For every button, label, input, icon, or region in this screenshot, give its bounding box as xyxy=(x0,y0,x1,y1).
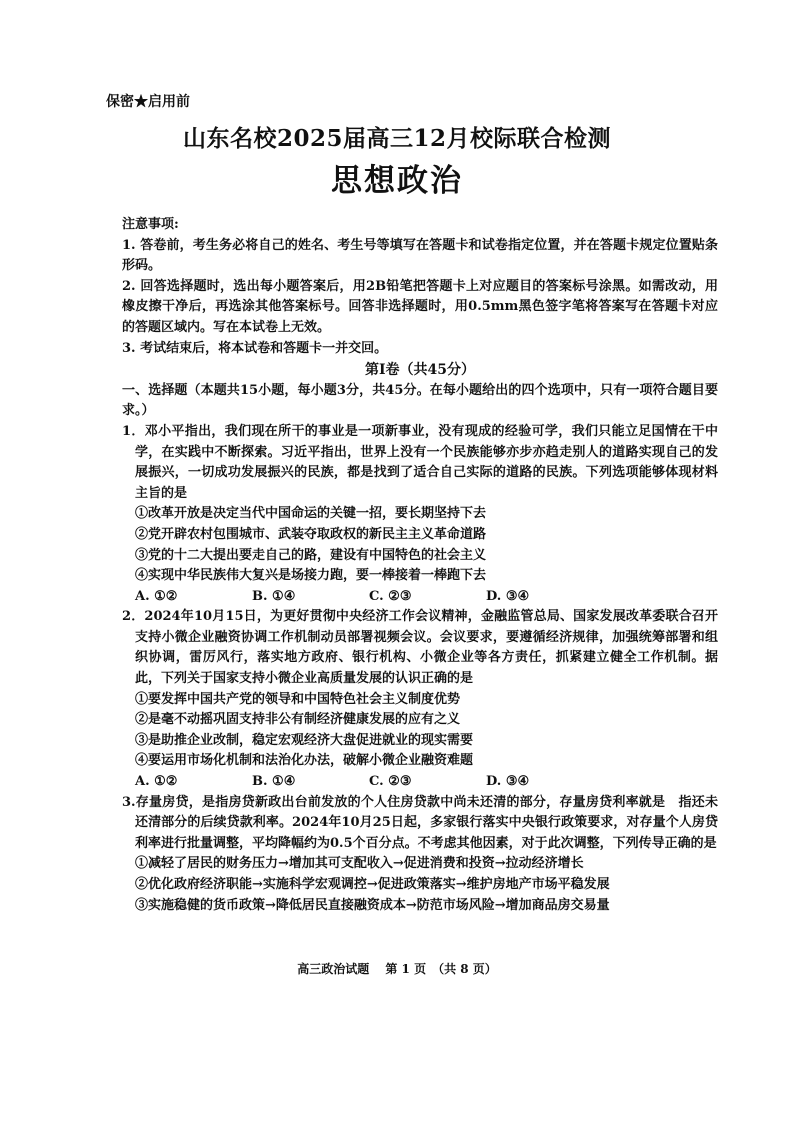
choice-b: B. ①④ xyxy=(252,588,296,604)
question-stem: 1．邓小平指出，我们现在所干的事业是一项新事业，没有现成的经验可学，我们只能立足国情在干中学，在实践中不断探索。习近平指出，世界上没有一个民族能够亦步亦趋走别人的道路实现自己的发展振兴，一切成功发展振兴的民族，都是找到了适合自己实际的道路的民族。下列选项能够体现材料主旨的是 xyxy=(122,423,718,501)
choice-d: D. ③④ xyxy=(486,774,530,790)
choice-c: C. ②③ xyxy=(369,774,412,790)
answer-choices xyxy=(122,587,718,608)
choice-a: A. ①② xyxy=(135,588,178,604)
notice-heading: 注意事项: xyxy=(122,217,179,232)
question-option: ①改革开放是决定当代中国命运的关键一招，要长期坚持下去 xyxy=(135,506,487,522)
question-option: ②优化政府经济职能→实施科学宏观调控→促进政策落实→维护房地产市场平稳发展 xyxy=(135,877,610,892)
page-footer: 高三政治试题 第 1 页 （共 8 页） xyxy=(297,962,497,976)
exam-body xyxy=(122,215,718,916)
notice-item: 1. 答卷前，考生务必将自己的姓名、考生号等填写在答题卡和试卷指定位置，并在答题卡规定位置贴条形码。 xyxy=(122,237,718,274)
exam-title: 山东名校2025届高三12月校际联合检测 xyxy=(182,125,612,152)
choice-c: C. ②③ xyxy=(369,588,412,604)
notice-item: 2. 回答选择题时，选出每小题答案后，用2B铅笔把答题卡上对应题目的答案标号涂黑。如需改动，用橡皮擦干净后，再选涂其他答案标号。回答非选择题时，用0.5mm黑色签字笔将答案写在答题卡对应的答题区域内。写在本试卷上无效。 xyxy=(122,278,718,335)
question-option: ③实施稳健的货币政策→降低居民直接融资成本→防范市场风险→增加商品房交易量 xyxy=(135,897,610,913)
question-option: ④实现中华民族伟大复兴是场接力跑，要一棒接着一棒跑下去 xyxy=(135,568,487,584)
confidential-mark: 保密★启用前 xyxy=(106,94,190,110)
section-instruction: 一、选择题（本题共15小题，每小题3分，共45分。在每小题给出的四个选项中，只有一项符合题目要求。） xyxy=(122,382,718,419)
choice-a: A. ①② xyxy=(135,774,178,790)
subject-title: 思想政治 xyxy=(331,163,463,199)
question-option: ①要发挥中国共产党的领导和中国特色社会主义制度优势 xyxy=(135,691,461,707)
question-option: ③是助推企业改制，稳定宏观经济大盘促进就业的现实需要 xyxy=(135,732,474,748)
question-stem: 2．2024年10月15日，为更好贯彻中央经济工作会议精神，金融监管总局、国家发展改革委联合召开支持小微企业融资协调工作机制动员部署视频会议。会议要求，要遵循经济规律，加强统筹部署和组织协调，雷厉风行，落实地方政府、银行机构、小微企业等各方责任，抓紧建立健全工作机制。据此，下列关于国家支持小微企业高质量发展的认识正确的是 xyxy=(122,609,718,687)
answer-choices xyxy=(122,772,718,793)
choice-b: B. ①④ xyxy=(252,774,296,790)
question-option: ②党开辟农村包围城市、武装夺取政权的新民主主义革命道路 xyxy=(135,526,487,542)
question-option: ①减轻了居民的财务压力→增加其可支配收入→促进消费和投资→拉动经济增长 xyxy=(135,856,584,872)
choice-d: D. ③④ xyxy=(486,588,530,604)
section-title: 第Ⅰ卷（共45分） xyxy=(364,362,476,379)
notice-item: 3. 考试结束后，将本试卷和答题卡一并交回。 xyxy=(122,340,388,356)
question-stem: 3.存量房贷，是指房贷新政出台前发放的个人住房贷款中尚未还清的部分，存量房贷利率就是 指还未还清部分的后续贷款利率。2024年10月25日起，多家银行落实中央银行政策要求，对存量个人房贷利率进行批量调整，平均降幅约为0.5个百分点。不考虑其他因素，对于此次调整，下列传导正确的是 xyxy=(122,794,718,851)
question-option: ③党的十二大提出要走自己的路，建设有中国特色的社会主义 xyxy=(135,547,487,563)
question-option: ②是毫不动摇巩固支持非公有制经济健康发展的应有之义 xyxy=(135,712,461,728)
question-option: ④要运用市场化机制和法治化办法，破解小微企业融资难题 xyxy=(135,753,474,769)
